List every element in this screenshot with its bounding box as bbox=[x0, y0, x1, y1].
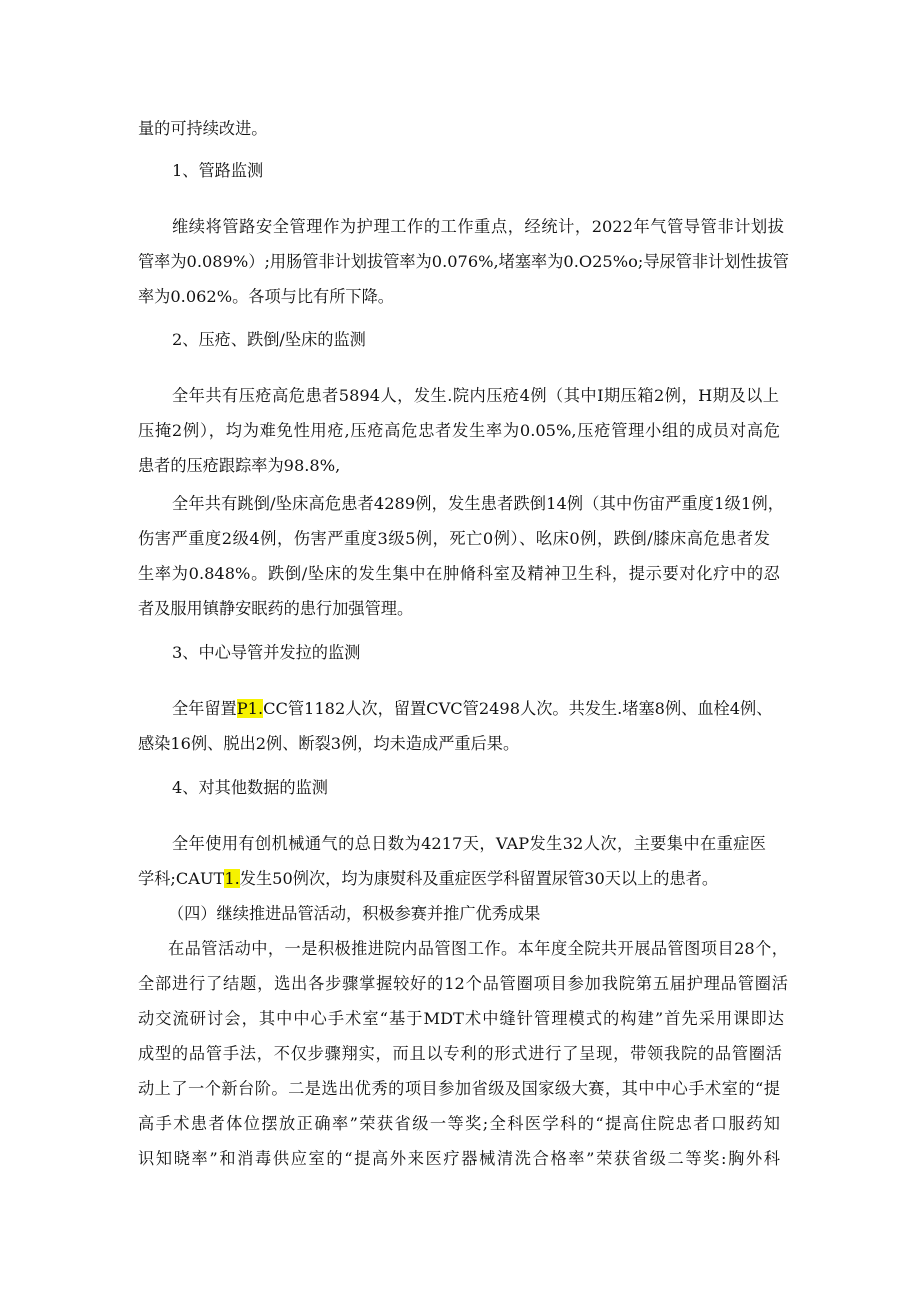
paragraph-line: 成型的品管手法，不仅步骤翔实，而且以专利的形式进行了呈现，带领我院的品管圈活 bbox=[138, 1044, 782, 1063]
section-heading: 3、中心导管并发拉的监测 bbox=[172, 643, 361, 662]
paragraph-line: 伤害严重度2级4例，伤害严重度3级5例，死亡0例）、吆床0例，跌倒/膝床高危患者发 bbox=[138, 529, 770, 548]
paragraph-line: 患者的压疮跟踪率为98.8%, bbox=[138, 456, 341, 475]
line-text: 全年留置 bbox=[172, 699, 237, 718]
section-heading: 2、压疮、跌倒/坠床的监测 bbox=[172, 330, 366, 349]
paragraph-line: 压掩2例），均为难免性用疮,压疮高危忠者发生率为0.05%,压疮管理小组的成员对高危 bbox=[138, 421, 780, 440]
paragraph-line: 感染16例、脱出2例、断裂3例，均未造成严重后果。 bbox=[138, 734, 520, 753]
section-heading: （四）继续推进品管活动，积极参赛并推广优秀成果 bbox=[168, 904, 541, 923]
paragraph-line: 维续将管路安全管理作为护理工作的工作重点，经统计，2022年气管导管非计划拔 bbox=[172, 217, 784, 236]
paragraph-line: 全年共有压疮高危患者5894人，发生.院内压疮4例（其中I期压箱2例，H期及以上 bbox=[172, 386, 779, 405]
paragraph-line: 全部进行了结题，选出各步骤掌握较好的12个品管圈项目参加我院第五届护理品管圈活 bbox=[138, 974, 788, 993]
line-text: CC管1182人次，留置CVC管2498人次。共发生.堵塞8例、血栓4例、 bbox=[263, 699, 773, 718]
paragraph-line bbox=[138, 868, 788, 890]
paragraph-line: 全年共有跳倒/坠床高危患者4289例，发生患者跌倒14例（其中伤宙严重度1级1例， bbox=[172, 494, 784, 513]
line-text: 发生50例次，均为康熨科及重症医学科留置尿管30天以上的患者。 bbox=[239, 869, 719, 888]
paragraph-line: 率为0.062%。各项与比有所下降。 bbox=[138, 287, 394, 306]
section-heading: 4、对其他数据的监测 bbox=[172, 778, 328, 797]
paragraph-line: 者及服用镇静安眠药的患行加强管理。 bbox=[138, 599, 414, 618]
line-text: 学科;CAUT bbox=[138, 869, 225, 888]
paragraph-line: 管率为0.089%）;用肠管非计划拔管率为0.076%,堵塞率为0.O25%o;导尿管非计划性拔管 bbox=[138, 252, 789, 271]
section-heading: 1、管路监测 bbox=[172, 161, 264, 180]
paragraph-line: 动交流研讨会，其中中心手术室“基于MDT术中缝针管理模式的构建”首先采用课即达 bbox=[138, 1009, 784, 1028]
paragraph-line: 识知晓率”和消毒供应室的“提高外来医疗器械清洗合格率”荣获省级二等奖:胸外科 bbox=[138, 1149, 780, 1168]
paragraph-line: 高手术患者体位摆放正确率”荣获省级一等奖;全科医学科的“提高住院忠者口服药知 bbox=[138, 1114, 780, 1133]
paragraph-line: 在品管活动中，一是积极推进院内品管图工作。本年度全院共开展品管图项目28个， bbox=[168, 939, 788, 958]
paragraph-line: 全年使用有创机械通气的总日数为4217天，VAP发生32人次，主要集中在重症医 bbox=[172, 834, 766, 853]
highlighted-text: 1. bbox=[224, 869, 240, 888]
highlighted-text: P1. bbox=[236, 699, 264, 718]
paragraph-line: 量的可持续改进。 bbox=[138, 119, 268, 138]
paragraph-line: 生率为0.848%。跌倒/坠床的发生集中在肿脩科室及精神卫生科，提示要对化疗中的忍 bbox=[138, 564, 780, 583]
paragraph-line bbox=[172, 698, 822, 720]
paragraph-line: 动上了一个新台阶。二是选出优秀的项目参加省级及国家级大赛，其中中心手术室的“提 bbox=[138, 1079, 780, 1098]
